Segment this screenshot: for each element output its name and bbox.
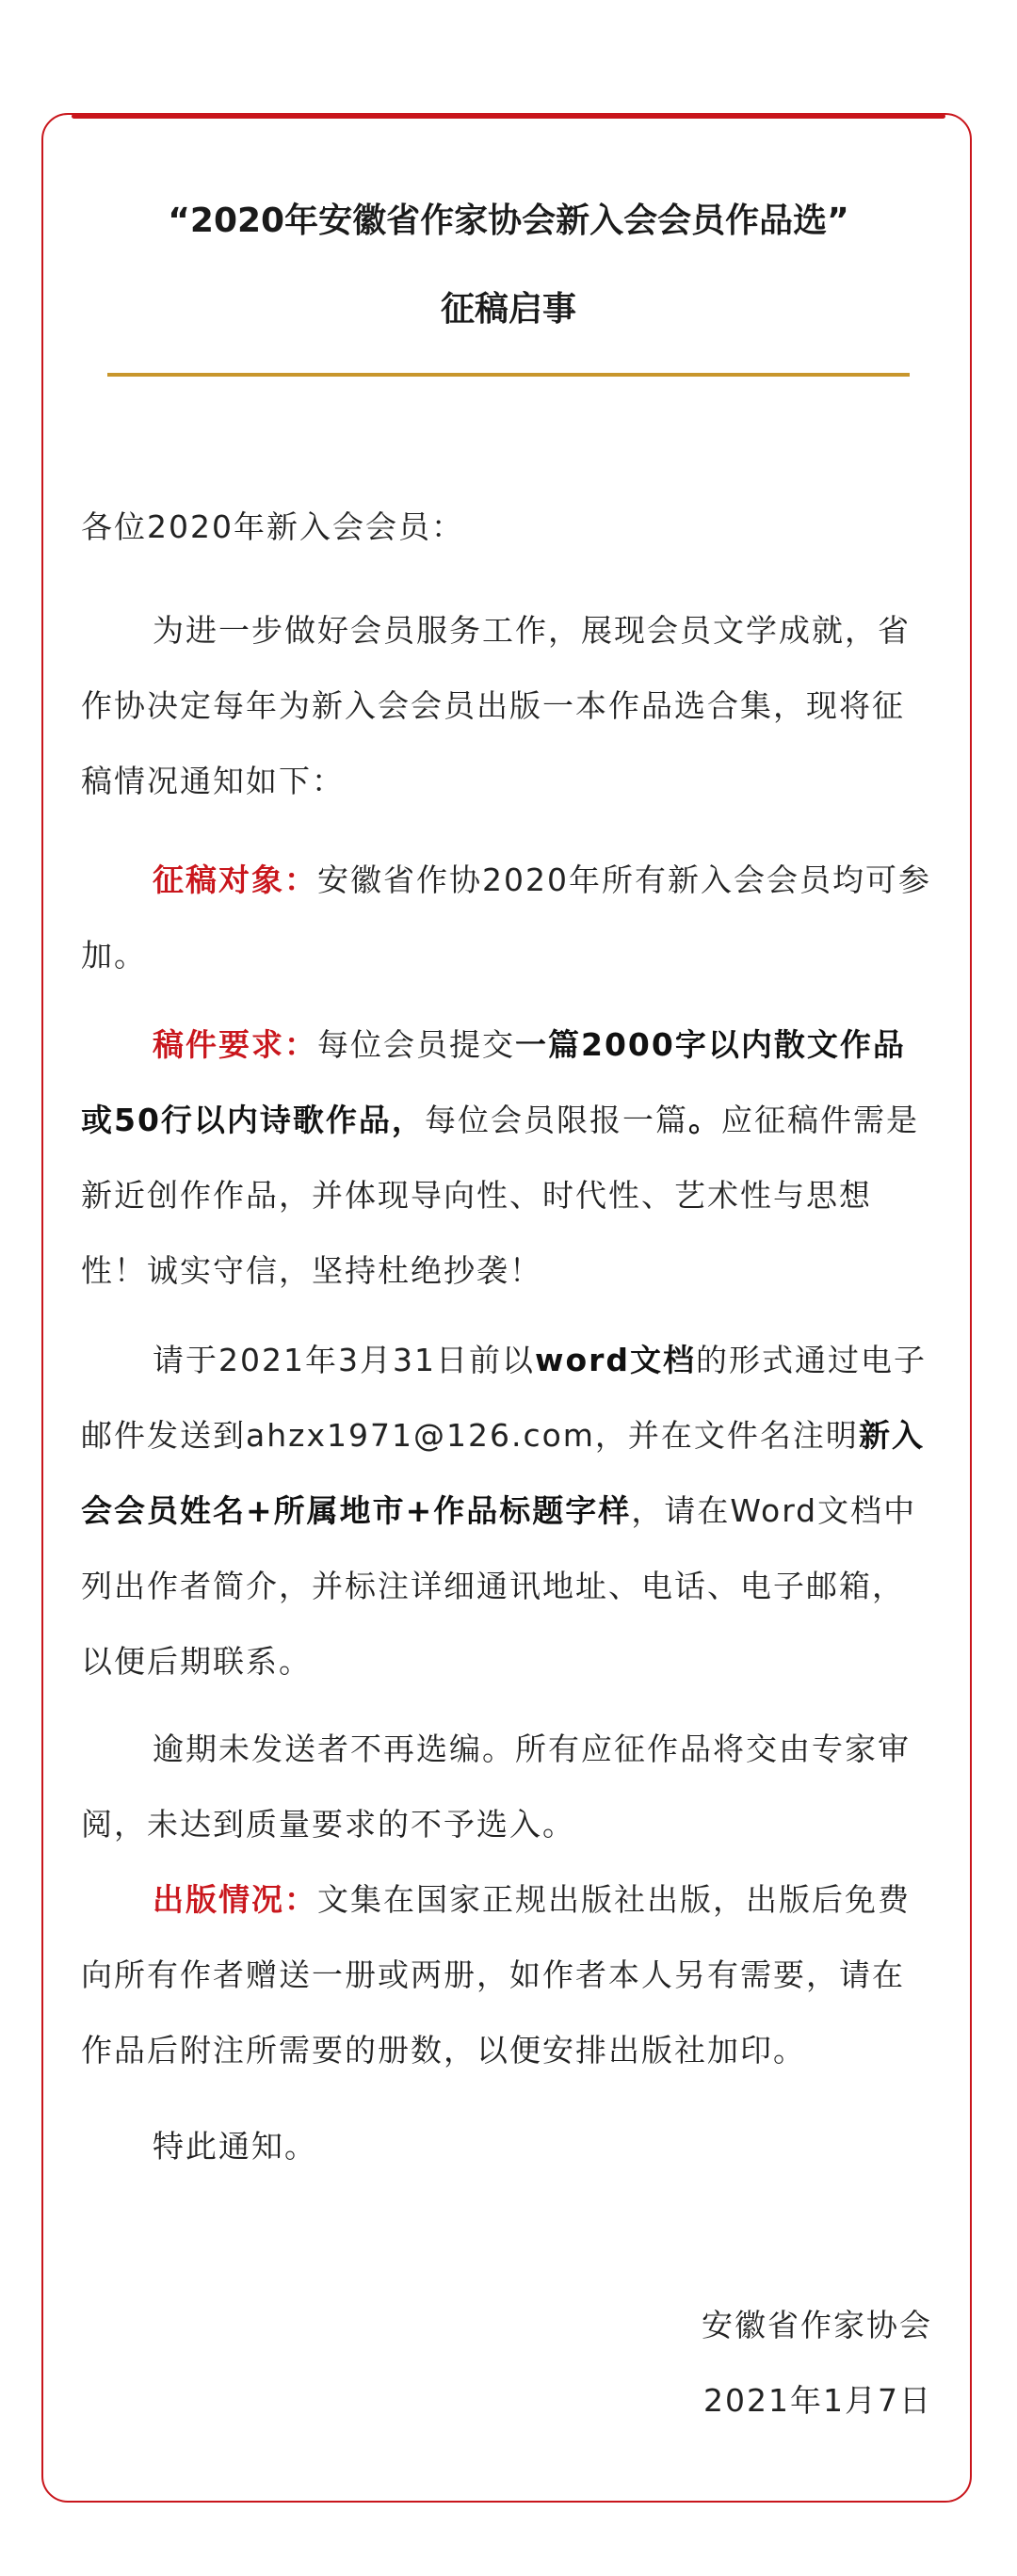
card-top-accent-line bbox=[72, 114, 945, 119]
requirements-text-3: 应征稿件需是新近创作作品，并体现导向性、时代性、艺术性与思想性！诚实守信，坚持杜绝抄袭！ bbox=[81, 1102, 919, 1289]
intro-paragraph bbox=[81, 593, 936, 819]
publishing-label: 出版情况： bbox=[153, 1881, 317, 1918]
target-label: 征稿对象： bbox=[153, 861, 317, 898]
publishing-paragraph bbox=[81, 1862, 936, 2088]
target-text: 安徽省作协2020年所有新入会会员均可参加。 bbox=[81, 861, 931, 974]
submission-text-3: ，请在Word文档中列出作者简介，并标注详细通讯地址、电话、电子邮箱，以便后期联系。 bbox=[81, 1492, 917, 1680]
salutation: 各位2020年新入会会员： bbox=[81, 508, 464, 545]
submission-bold-filename: 新入会会员姓名+所属地市+作品标题字样 bbox=[81, 1417, 925, 1529]
notice-title: “2020年安徽省作家协会新入会会员作品选” bbox=[168, 201, 849, 240]
target-paragraph bbox=[81, 843, 936, 993]
requirements-bold-1: 一篇2000字以内散文作品或50行以内诗歌作品， bbox=[81, 1026, 906, 1138]
requirements-text-2: 每位会员限报一篇 bbox=[424, 1102, 688, 1138]
requirements-label: 稿件要求： bbox=[153, 1026, 317, 1063]
submission-paragraph bbox=[81, 1323, 936, 1699]
intro-text: 为进一步做好会员服务工作，展现会员文学成就，省作协决定每年为新入会会员出版一本作品选合集，现将征稿情况通知如下： bbox=[81, 612, 911, 799]
requirements-paragraph bbox=[81, 1007, 936, 1309]
notice-subtitle: 征稿启事 bbox=[440, 290, 576, 329]
overdue-text: 逾期未发送者不再选编。所有应征作品将交由专家审阅，未达到质量要求的不予选入。 bbox=[81, 1731, 911, 1843]
salutation-block bbox=[81, 490, 936, 565]
closing-paragraph bbox=[81, 2109, 936, 2184]
submission-text-2: 的形式通过电子邮件发送到ahzx1971@126.com，并在文件名注明 bbox=[81, 1342, 928, 1454]
closing-text: 特此通知。 bbox=[153, 2128, 317, 2165]
submission-text-1: 请于2021年3月31日前以 bbox=[153, 1342, 535, 1378]
publishing-text: 文集在国家正规出版社出版，出版后免费向所有作者赠送一册或两册，如作者本人另有需要，请在作品后附注所需要的册数，以便安排出版社加印。 bbox=[81, 1881, 911, 2069]
submission-bold-format: word文档 bbox=[534, 1342, 697, 1378]
requirements-bold-2: 。 bbox=[687, 1102, 721, 1138]
footer-date: 2021年1月7日 bbox=[703, 2382, 932, 2419]
requirements-text-1: 每位会员提交 bbox=[317, 1026, 515, 1063]
footer-organization: 安徽省作家协会 bbox=[702, 2307, 932, 2343]
title-divider bbox=[107, 373, 910, 377]
overdue-paragraph bbox=[81, 1712, 936, 1862]
